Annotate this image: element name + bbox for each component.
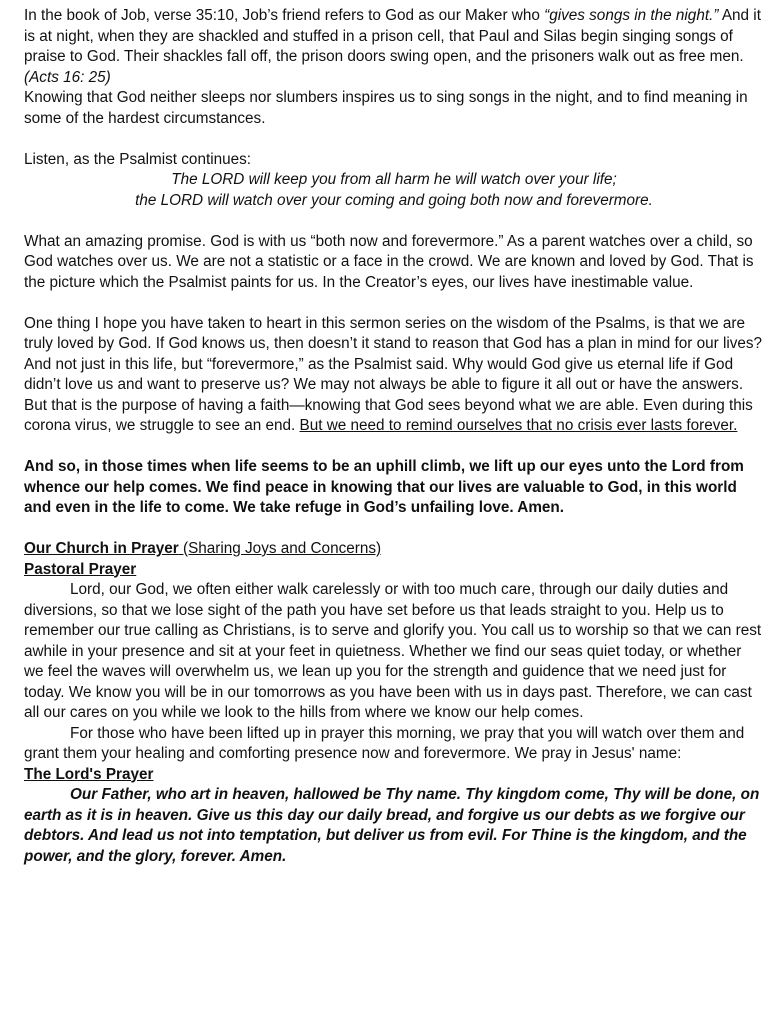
church-prayer-subtitle: (Sharing Joys and Concerns) [178,540,382,557]
paragraph-job-verse [24,6,764,88]
paragraph-promise: What an amazing promise. God is with us “both now and forevermore.” As a parent watches over a child, so God watches over us. We are not a statistic or a face in the crowd. We are known and loved by God. That is the picture which the Psalmist paints for us. In the Creator’s eyes, our lives have inestimable value. [24,232,754,291]
job-quote: “gives songs in the night.” [544,7,719,24]
job-text-body: And it is at night, when they are shackled and stuffed in a prison cell, that Paul and Silas begin singing songs of praise to God. Their shackles fall off, the prison doors swing open, and the prisoners walk out as free men. [24,7,761,65]
paragraph-knowing: Knowing that God neither sleeps nor slumbers inspires us to sing songs in the night, and to find meaning in some of the hardest circumstances. [24,89,748,127]
sermon-series-text: One thing I hope you have taken to heart in this sermon series on the wisdom of the Psalms, is that we are truly loved by God. If God knows us, then doesn’t it stand to reason that God has a plan in mind for our lives? And not just in this life, but “forevermore,” as the Psalmist said. Why would God give us eternal life if God didn’t love us and want to preserve us? We may not always be able to figure it all out or have the answers. But that is the purpose of having a faith—knowing that God sees beyond what we are able. Even during this corona virus, we struggle to see an end. [24,314,763,434]
spacer [24,211,764,232]
spacer [24,129,764,150]
church-prayer-heading-line [24,539,764,560]
underlined-crisis-text: But we need to remind ourselves that no crisis ever lasts forever. [299,417,738,434]
pastoral-prayer-heading: Pastoral Prayer [24,560,137,578]
paragraph-closing-bold: And so, in those times when life seems to be an uphill climb, we lift up our eyes unto the Lord from whence our help comes. We find peace in knowing that our lives are valuable to God, in this world and even in the life to come. We take refuge in God’s unfailing love. Amen. [24,458,744,516]
spacer [24,519,764,540]
psalm-line-1: The LORD will keep you from all harm he will watch over your life; [171,171,617,188]
psalm-line-2: the LORD will watch over your coming and going both now and forevermore. [135,191,653,209]
paragraph-sermon-series [24,314,764,437]
paragraph-listen: Listen, as the Psalmist continues: [24,150,252,168]
pastoral-prayer-paragraph-2: For those who have been lifted up in prayer this morning, we pray that you will watch over them and grant them your healing and comforting presence now and forevermore. We pray in Jesus' name: [24,724,745,762]
spacer [24,437,764,458]
lords-prayer-heading: The Lord's Prayer [24,765,154,783]
pastoral-prayer-paragraph-1: Lord, our God, we often either walk carelessly or with too much care, through our daily duties and diversions, so that we lose sight of the path you have set before us that leads straight to you. Help us to remember our true calling as Christians, is to serve and glorify you. You call us to worship so that we can rest awhile in your presence and sit at your feet in quietness. Whether we find our seas quiet today, or whether we feel the waves will overwhelm us, we lean up you for the strength and guidence that we need just for today. We know you will be in our tomorrows as you have been with us in days past. Therefore, we can cast all our cares on you while we look to the hills from where we know our help comes. [24,581,762,721]
lords-prayer-text: Our Father, who art in heaven, hallowed be Thy name. Thy kingdom come, Thy will be done, on earth as it is in heaven. Give us this day our daily bread, and forgive us our debts as we forgive our debtors. And lead us not into temptation, but deliver us from evil. For Thine is the kingdom, and the power, and the glory, forever. Amen. [24,786,760,865]
church-prayer-heading: Our Church in Prayer [24,540,179,557]
spacer [24,293,764,314]
job-text-intro: In the book of Job, verse 35:10, Job’s friend refers to God as our Maker who [24,7,545,24]
acts-reference: (Acts 16: 25) [24,68,111,86]
